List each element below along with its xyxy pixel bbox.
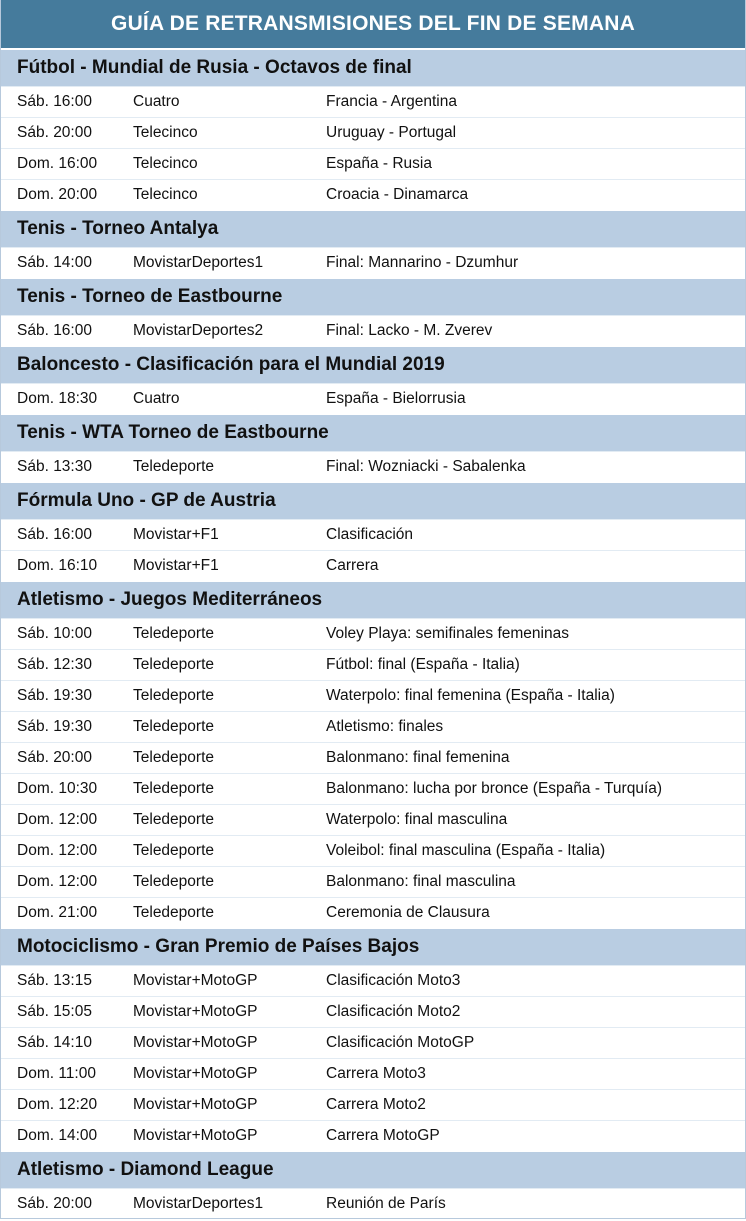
schedule-row bbox=[1, 550, 745, 581]
sport-section bbox=[1, 278, 745, 346]
broadcast-time: Sáb. 13:30 bbox=[17, 458, 92, 475]
schedule-row bbox=[1, 86, 745, 117]
broadcast-time: Sáb. 19:30 bbox=[17, 718, 92, 735]
schedule-row bbox=[1, 247, 745, 278]
broadcast-channel: Teledeporte bbox=[133, 718, 215, 735]
schedule-row bbox=[1, 649, 745, 680]
broadcast-channel: Telecinco bbox=[133, 186, 198, 203]
broadcast-time: Sáb. 16:00 bbox=[17, 526, 92, 543]
broadcast-time: Sáb. 12:30 bbox=[17, 656, 92, 673]
section-heading: Fórmula Uno - GP de Austria bbox=[1, 482, 745, 519]
broadcast-channel: Teledeporte bbox=[133, 842, 215, 859]
broadcast-channel: Teledeporte bbox=[133, 656, 215, 673]
broadcast-channel: MovistarDeportes2 bbox=[133, 322, 264, 339]
broadcast-channel: Movistar+MotoGP bbox=[133, 1065, 258, 1082]
broadcast-channel: Cuatro bbox=[133, 390, 180, 407]
schedule-row bbox=[1, 383, 745, 414]
sport-section bbox=[1, 581, 745, 928]
broadcast-channel: Teledeporte bbox=[133, 811, 215, 828]
broadcast-event: Clasificación Moto2 bbox=[326, 1003, 461, 1020]
broadcast-event: Voley Playa: semifinales femeninas bbox=[326, 625, 569, 642]
broadcast-event: Carrera MotoGP bbox=[326, 1127, 440, 1144]
schedule-row bbox=[1, 866, 745, 897]
schedule-row bbox=[1, 1058, 745, 1089]
sport-section bbox=[1, 49, 745, 210]
broadcast-event: Balonmano: final masculina bbox=[326, 873, 516, 890]
sections-container bbox=[1, 49, 745, 1219]
broadcast-channel: Cuatro bbox=[133, 93, 180, 110]
broadcast-event: Clasificación MotoGP bbox=[326, 1034, 475, 1051]
schedule-row bbox=[1, 451, 745, 482]
broadcast-event: Uruguay - Portugal bbox=[326, 124, 457, 141]
broadcast-channel: Teledeporte bbox=[133, 904, 215, 921]
broadcast-event: España - Bielorrusia bbox=[326, 390, 466, 407]
broadcast-event: Waterpolo: final masculina bbox=[326, 811, 508, 828]
broadcast-time: Dom. 14:00 bbox=[17, 1127, 98, 1144]
broadcast-time: Sáb. 16:00 bbox=[17, 93, 92, 110]
schedule-row bbox=[1, 742, 745, 773]
broadcast-time: Sáb. 20:00 bbox=[17, 124, 92, 141]
broadcast-channel: Teledeporte bbox=[133, 687, 215, 704]
broadcast-event: Fútbol: final (España - Italia) bbox=[326, 656, 520, 673]
schedule-row bbox=[1, 680, 745, 711]
sport-section bbox=[1, 346, 745, 414]
section-heading: Baloncesto - Clasificación para el Mundial 2019 bbox=[1, 346, 745, 383]
schedule-row bbox=[1, 519, 745, 550]
broadcast-channel: Teledeporte bbox=[133, 749, 215, 766]
sport-section bbox=[1, 928, 745, 1151]
schedule-row bbox=[1, 618, 745, 649]
schedule-row bbox=[1, 315, 745, 346]
broadcast-channel: Teledeporte bbox=[133, 873, 215, 890]
section-heading: Atletismo - Juegos Mediterráneos bbox=[1, 581, 745, 618]
broadcast-event: Atletismo: finales bbox=[326, 718, 444, 735]
schedule-row bbox=[1, 996, 745, 1027]
schedule-row bbox=[1, 148, 745, 179]
broadcast-event: Final: Mannarino - Dzumhur bbox=[326, 254, 519, 271]
broadcast-event: Reunión de París bbox=[326, 1194, 446, 1212]
schedule-row bbox=[1, 1027, 745, 1058]
broadcast-channel: Movistar+F1 bbox=[133, 557, 219, 574]
broadcast-event: Ceremonia de Clausura bbox=[326, 904, 490, 921]
schedule-row bbox=[1, 1120, 745, 1151]
broadcast-channel: Teledeporte bbox=[133, 625, 215, 642]
schedule-row bbox=[1, 179, 745, 210]
sport-section bbox=[1, 414, 745, 482]
broadcast-channel: Teledeporte bbox=[133, 780, 215, 797]
broadcast-channel: Teledeporte bbox=[133, 458, 215, 475]
broadcast-time: Dom. 18:30 bbox=[17, 390, 98, 407]
broadcast-time: Dom. 12:00 bbox=[17, 842, 98, 859]
broadcast-time: Dom. 10:30 bbox=[17, 780, 98, 797]
broadcast-channel: Telecinco bbox=[133, 155, 198, 172]
broadcast-event: Clasificación Moto3 bbox=[326, 972, 461, 989]
broadcast-time: Dom. 16:10 bbox=[17, 557, 98, 574]
broadcast-time: Dom. 12:00 bbox=[17, 811, 98, 828]
section-heading: Atletismo - Diamond League bbox=[1, 1151, 745, 1188]
guide-title: GUÍA DE RETRANSMISIONES DEL FIN DE SEMANA bbox=[1, 0, 745, 49]
schedule-row bbox=[1, 897, 745, 928]
broadcast-channel: Movistar+MotoGP bbox=[133, 1127, 258, 1144]
schedule-row bbox=[1, 804, 745, 835]
broadcast-channel: MovistarDeportes1 bbox=[133, 1194, 264, 1212]
broadcast-channel: MovistarDeportes1 bbox=[133, 254, 264, 271]
broadcast-time: Sáb. 13:15 bbox=[17, 972, 92, 989]
broadcast-event: Balonmano: lucha por bronce (España - Turquía) bbox=[326, 780, 663, 797]
sport-section bbox=[1, 482, 745, 581]
section-heading: Tenis - Torneo Antalya bbox=[1, 210, 745, 247]
broadcast-event: Final: Lacko - M. Zverev bbox=[326, 322, 493, 339]
schedule-row bbox=[1, 117, 745, 148]
broadcast-time: Sáb. 19:30 bbox=[17, 687, 92, 704]
section-heading: Motociclismo - Gran Premio de Países Bajos bbox=[1, 928, 745, 965]
broadcast-event: Croacia - Dinamarca bbox=[326, 186, 469, 203]
broadcast-time: Dom. 12:20 bbox=[17, 1096, 98, 1113]
broadcast-event: Carrera bbox=[326, 557, 379, 574]
broadcast-event: Balonmano: final femenina bbox=[326, 749, 510, 766]
broadcast-time: Dom. 12:00 bbox=[17, 873, 98, 890]
broadcast-time: Sáb. 10:00 bbox=[17, 625, 92, 642]
broadcast-event: España - Rusia bbox=[326, 155, 432, 172]
schedule-row bbox=[1, 773, 745, 804]
broadcast-channel: Telecinco bbox=[133, 124, 198, 141]
broadcast-event: Carrera Moto2 bbox=[326, 1096, 426, 1113]
broadcast-time: Sáb. 14:00 bbox=[17, 254, 92, 271]
broadcast-time: Sáb. 16:00 bbox=[17, 322, 92, 339]
broadcast-time: Sáb. 15:05 bbox=[17, 1003, 92, 1020]
schedule-row bbox=[1, 835, 745, 866]
broadcast-event: Carrera Moto3 bbox=[326, 1065, 426, 1082]
broadcast-time: Dom. 16:00 bbox=[17, 155, 98, 172]
broadcast-channel: Movistar+MotoGP bbox=[133, 972, 258, 989]
broadcast-time: Sáb. 14:10 bbox=[17, 1034, 92, 1051]
sport-section bbox=[1, 1151, 745, 1219]
schedule-row bbox=[1, 1188, 745, 1219]
broadcast-time: Sáb. 20:00 bbox=[17, 749, 92, 766]
broadcast-event: Clasificación bbox=[326, 526, 414, 543]
schedule-row bbox=[1, 711, 745, 742]
broadcast-event: Voleibol: final masculina (España - Italia) bbox=[326, 842, 606, 859]
broadcast-event: Final: Wozniacki - Sabalenka bbox=[326, 458, 526, 475]
broadcast-channel: Movistar+F1 bbox=[133, 526, 219, 543]
broadcast-event: Waterpolo: final femenina (España - Italia) bbox=[326, 687, 615, 704]
broadcast-time: Dom. 21:00 bbox=[17, 904, 98, 921]
broadcast-channel: Movistar+MotoGP bbox=[133, 1003, 258, 1020]
broadcast-channel: Movistar+MotoGP bbox=[133, 1096, 258, 1113]
section-heading: Tenis - WTA Torneo de Eastbourne bbox=[1, 414, 745, 451]
broadcast-time: Dom. 11:00 bbox=[17, 1065, 96, 1082]
schedule-row bbox=[1, 965, 745, 996]
broadcast-time: Sáb. 20:00 bbox=[17, 1194, 92, 1212]
broadcast-channel: Movistar+MotoGP bbox=[133, 1034, 258, 1051]
broadcast-time: Dom. 20:00 bbox=[17, 186, 98, 203]
sport-section bbox=[1, 210, 745, 278]
section-heading: Tenis - Torneo de Eastbourne bbox=[1, 278, 745, 315]
schedule-row bbox=[1, 1089, 745, 1120]
broadcast-event: Francia - Argentina bbox=[326, 93, 457, 110]
section-heading: Fútbol - Mundial de Rusia - Octavos de final bbox=[1, 49, 745, 86]
